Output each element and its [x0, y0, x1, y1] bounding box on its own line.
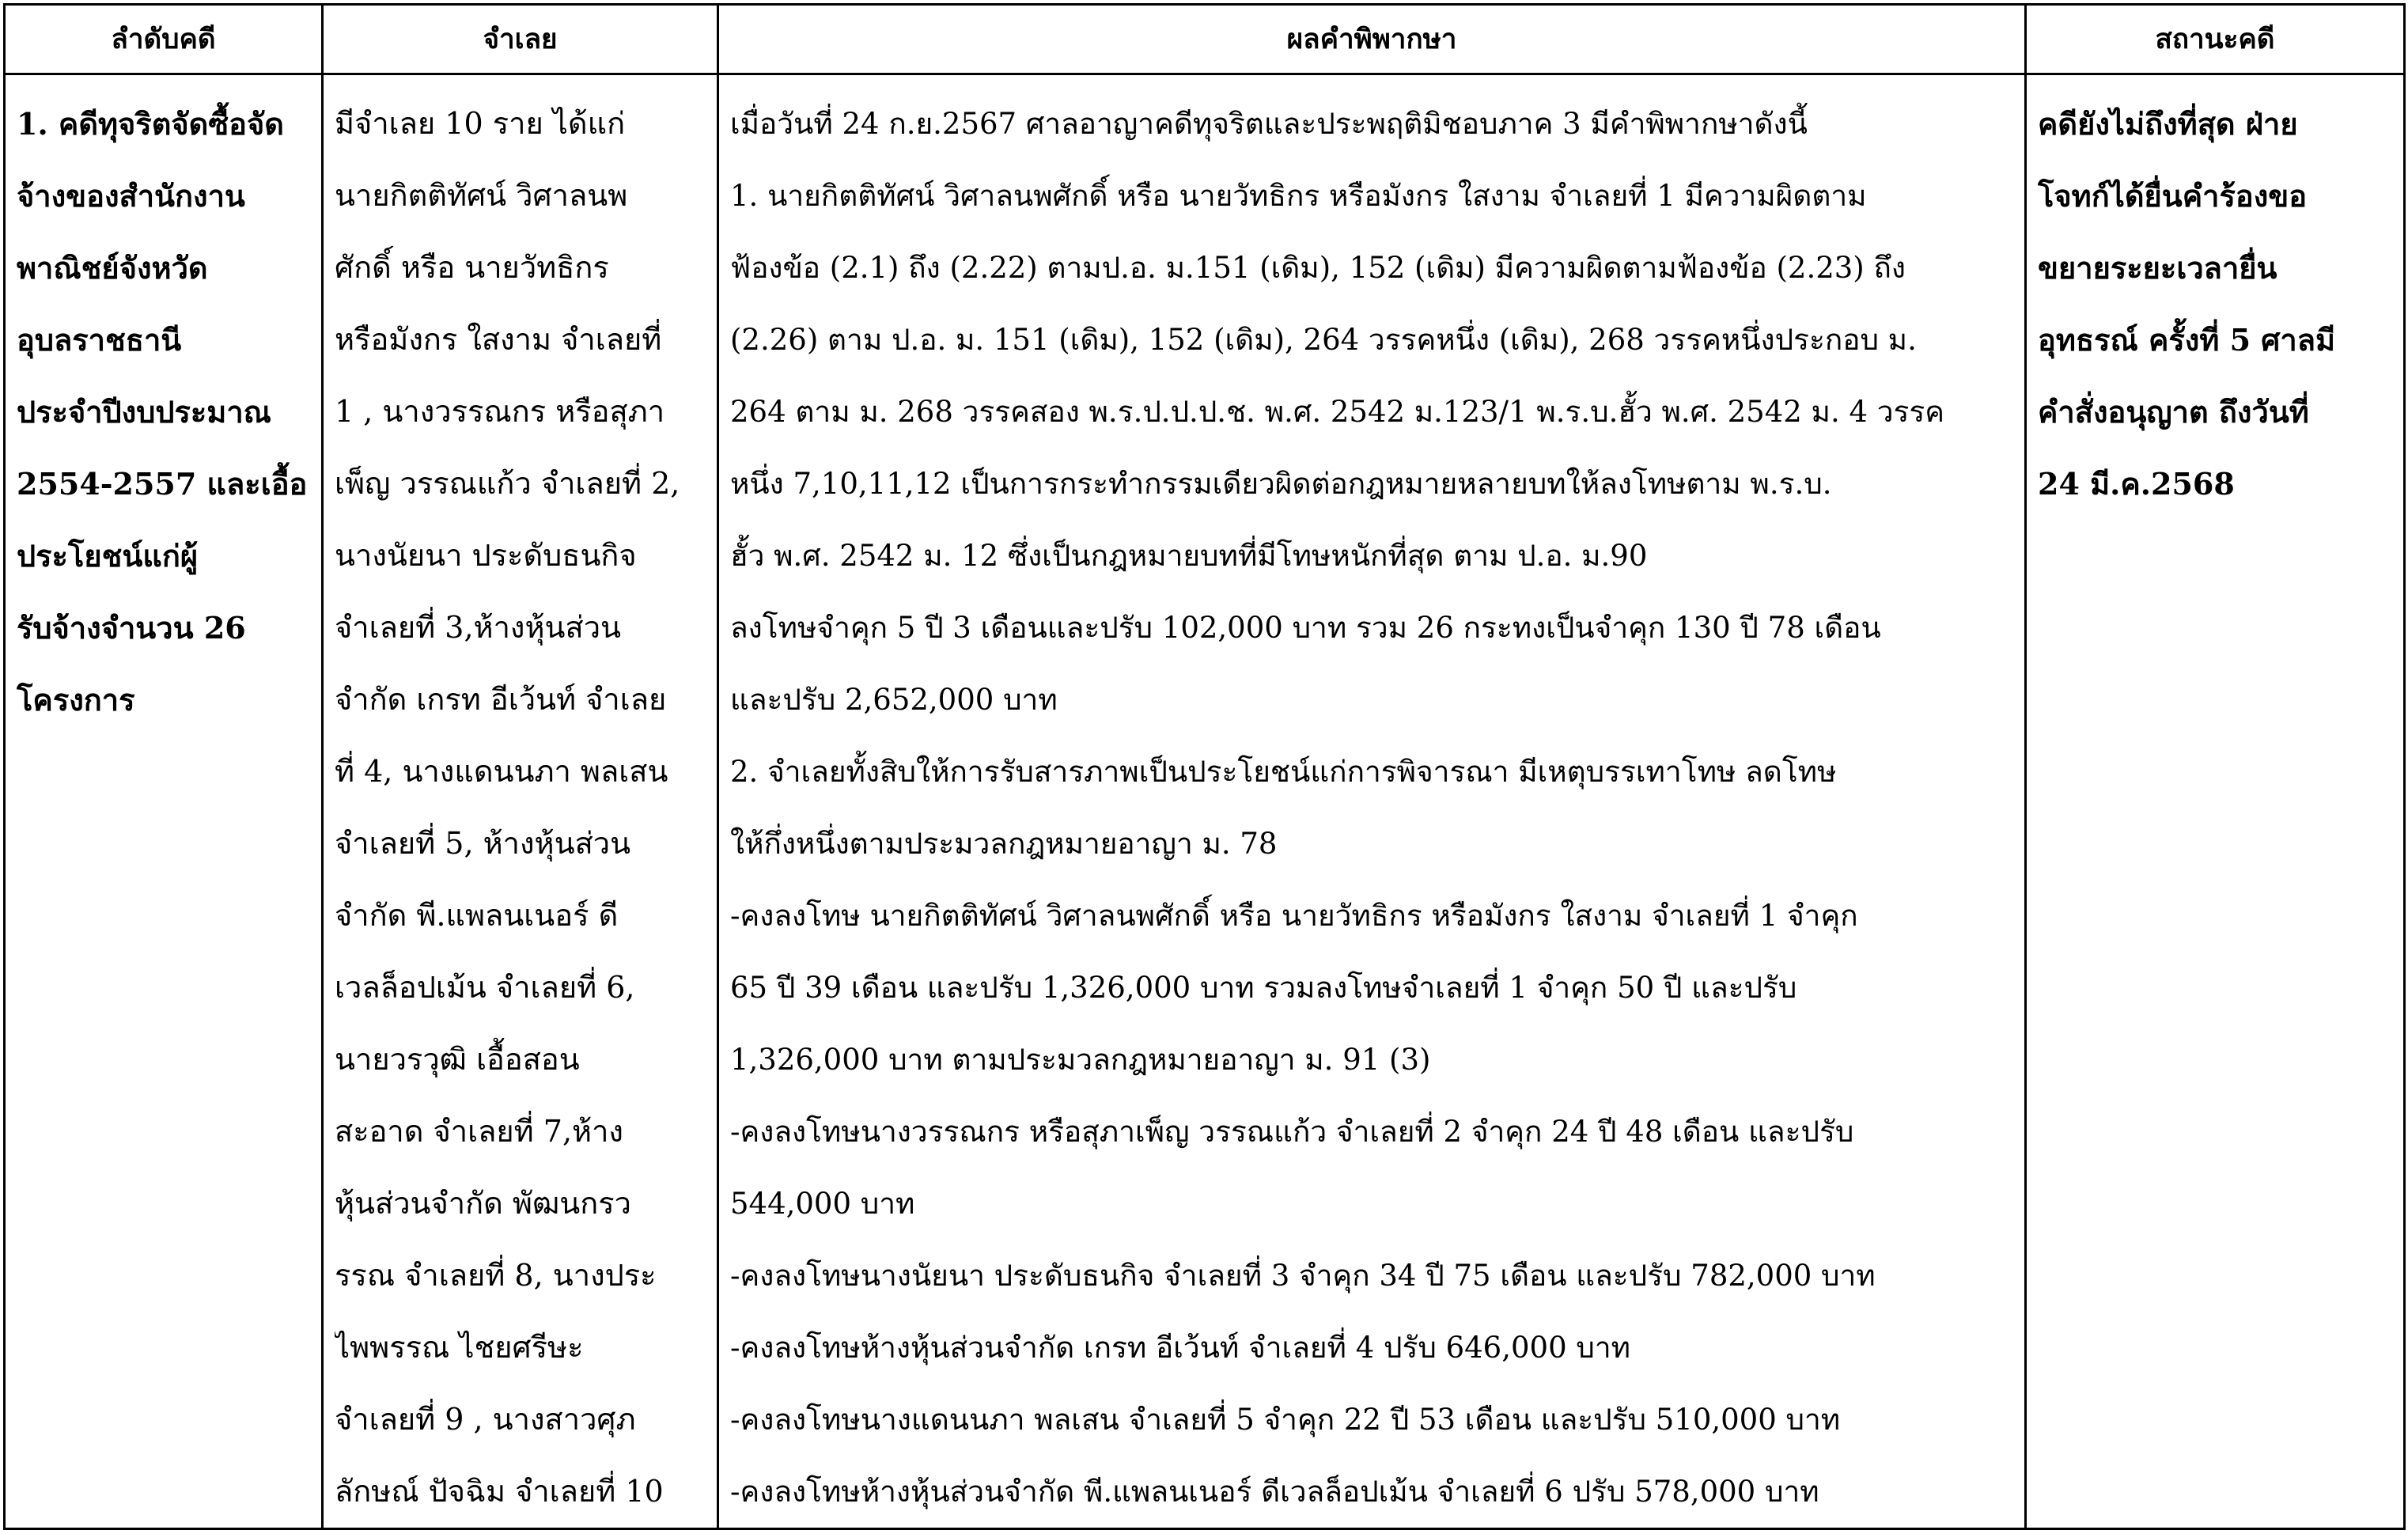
text-line: -คงลงโทษนางวรรณกร หรือสุภาเพ็ญ วรรณแก้ว จำเลยที่ 2 จำคุก 24 ปี 48 เดือน และปรับ [730, 1115, 1854, 1149]
text-line: ลงโทษจำคุก 5 ปี 3 เดือนและปรับ 102,000 บาท รวม 26 กระทงเป็นจำคุก 130 ปี 78 เดือน [730, 611, 1881, 645]
text-line: ไพพรรณ ไชยศรีษะ [335, 1330, 584, 1365]
text-line: 1,326,000 บาท ตามประมวลกฎหมายอาญา ม. 91 (3) [730, 1043, 1431, 1077]
text-line: พาณิชย์จังหวัด [17, 250, 208, 286]
text-line: มีจำเลย 10 ราย ได้แก่ [335, 106, 626, 141]
text-line: -คงลงโทษห้างหุ้นส่วนจำกัด เกรท อีเว้นท์ จำเลยที่ 4 ปรับ 646,000 บาท [730, 1331, 1631, 1365]
text-line: -คงลงโทษนางแดนนภา พลเสน จำเลยที่ 5 จำคุก 22 ปี 53 เดือน และปรับ 510,000 บาท [730, 1403, 1841, 1437]
text-line: จำเลยที่ 3,ห้างหุ้นส่วน [335, 610, 622, 645]
text-line: อุบลราชธานี [17, 322, 182, 358]
defendants-cell [323, 74, 718, 1529]
text-line: จำเลยที่ 9 , นางสาวศุภ [335, 1402, 636, 1437]
text-line: ขยายระยะเวลายื่น [2038, 250, 2277, 286]
case-order-cell [5, 74, 323, 1529]
text-line: รรณ จำเลยที่ 8, นางประ [335, 1258, 657, 1293]
text-line: ประจำปีงบประมาณ [17, 394, 271, 430]
text-line: ประโยชน์แก่ผู้ [17, 538, 199, 574]
header-case-order: ลำดับคดี [5, 5, 323, 74]
text-line: เวลล็อปเม้น จำเลยที่ 6, [335, 970, 635, 1005]
text-line: รับจ้างจำนวน 26 [17, 610, 246, 646]
text-line: หนึ่ง 7,10,11,12 เป็นการกระทำกรรมเดียวผิดต่อกฎหมายหลายบทให้ลงโทษตาม พ.ร.บ. [730, 467, 1832, 501]
text-line: 65 ปี 39 เดือน และปรับ 1,326,000 บาท รวมลงโทษจำเลยที่ 1 จำคุก 50 ปี และปรับ [730, 971, 1797, 1005]
text-line: สะอาด จำเลยที่ 7,ห้าง [335, 1114, 623, 1149]
text-line: หุ้นส่วนจำกัด พัฒนกรว [335, 1186, 632, 1221]
case-table [3, 3, 2406, 1530]
text-line: (2.26) ตาม ป.อ. ม. 151 (เดิม), 152 (เดิม), 264 วรรคหนึ่ง (เดิม), 268 วรรคหนึ่งประกอบ ม. [730, 323, 1917, 357]
text-line: ศักดิ์ หรือ นายวัทธิกร [335, 250, 609, 285]
text-line: หรือมังกร ใสงาม จำเลยที่ [335, 322, 662, 357]
table-header-row [5, 5, 2405, 74]
text-line: 544,000 บาท [730, 1187, 915, 1221]
text-line: ลักษณ์ ปัจฉิม จำเลยที่ 10 [335, 1474, 664, 1509]
text-line: 24 มี.ค.2568 [2038, 466, 2235, 502]
judgment-cell [718, 74, 2026, 1529]
text-line: เพ็ญ วรรณแก้ว จำเลยที่ 2, [335, 466, 680, 501]
text-line: คดียังไม่ถึงที่สุด ฝ่าย [2038, 106, 2298, 142]
header-defendants: จำเลย [323, 5, 718, 74]
text-line: จำเลยที่ 5, ห้างหุ้นส่วน [335, 826, 631, 861]
text-line: 1 , นางวรรณกร หรือสุภา [335, 394, 665, 429]
case-status-cell [2026, 74, 2405, 1529]
text-line: อุทธรณ์ ครั้งที่ 5 ศาลมี [2038, 322, 2336, 358]
text-line: นายวรวุฒิ เอื้อสอน [335, 1042, 580, 1077]
text-line: 1. นายกิตติทัศน์ วิศาลนพศักดิ์ หรือ นายวัทธิกร หรือมังกร ใสงาม จำเลยที่ 1 มีความผิดตาม [730, 179, 1867, 213]
text-line: 264 ตาม ม. 268 วรรคสอง พ.ร.ป.ป.ป.ช. พ.ศ. 2542 ม.123/1 พ.ร.บ.ฮั้ว พ.ศ. 2542 ม. 4 วรรค [730, 395, 1945, 429]
header-judgment: ผลคำพิพากษา [718, 5, 2026, 74]
text-line: 1. คดีทุจริตจัดซื้อจัด [17, 106, 284, 142]
text-line: เมื่อวันที่ 24 ก.ย.2567 ศาลอาญาคดีทุจริตและประพฤติมิชอบภาค 3 มีคำพิพากษาดังนี้ [730, 107, 1808, 141]
text-line: โจทก์ได้ยื่นคำร้องขอ [2038, 178, 2308, 214]
text-line: ฮั้ว พ.ศ. 2542 ม. 12 ซึ่งเป็นกฎหมายบทที่มีโทษหนักที่สุด ตาม ป.อ. ม.90 [730, 539, 1648, 573]
text-line: ให้กึ่งหนึ่งตามประมวลกฎหมายอาญา ม. 78 [730, 827, 1278, 861]
text-line: -คงลงโทษห้างหุ้นส่วนจำกัด พี.แพลนเนอร์ ดีเวลล็อปเม้น จำเลยที่ 6 ปรับ 578,000 บาท [730, 1475, 1819, 1509]
text-line: 2554-2557 และเอื้อ [17, 466, 308, 502]
text-line: ที่ 4, นางแดนนภา พลเสน [335, 754, 668, 789]
text-line: และปรับ 2,652,000 บาท [730, 683, 1058, 717]
table-row [5, 74, 2405, 1529]
text-line: โครงการ [17, 682, 135, 718]
header-case-status: สถานะคดี [2026, 5, 2405, 74]
text-line: -คงลงโทษ นายกิตติทัศน์ วิศาลนพศักดิ์ หรือ นายวัทธิกร หรือมังกร ใสงาม จำเลยที่ 1 จำคุก [730, 899, 1858, 933]
text-line: จ้างของสำนักงาน [17, 178, 245, 214]
text-line: คำสั่งอนุญาต ถึงวันที่ [2038, 394, 2309, 430]
text-line: นางนัยนา ประดับธนกิจ [335, 538, 637, 573]
text-line: จำกัด พี.แพลนเนอร์ ดี [335, 898, 619, 933]
text-line: -คงลงโทษนางนัยนา ประดับธนกิจ จำเลยที่ 3 จำคุก 34 ปี 75 เดือน และปรับ 782,000 บาท [730, 1259, 1876, 1293]
text-line: จำกัด เกรท อีเว้นท์ จำเลย [335, 682, 667, 717]
text-line: 2. จำเลยทั้งสิบให้การรับสารภาพเป็นประโยชน์แก่การพิจารณา มีเหตุบรรเทาโทษ ลดโทษ [730, 755, 1837, 789]
text-line: นายกิตติทัศน์ วิศาลนพ [335, 178, 628, 213]
text-line: ฟ้องข้อ (2.1) ถึง (2.22) ตามป.อ. ม.151 (เดิม), 152 (เดิม) มีความผิดตามฟ้องข้อ (2.23) ถึง [730, 251, 1906, 285]
